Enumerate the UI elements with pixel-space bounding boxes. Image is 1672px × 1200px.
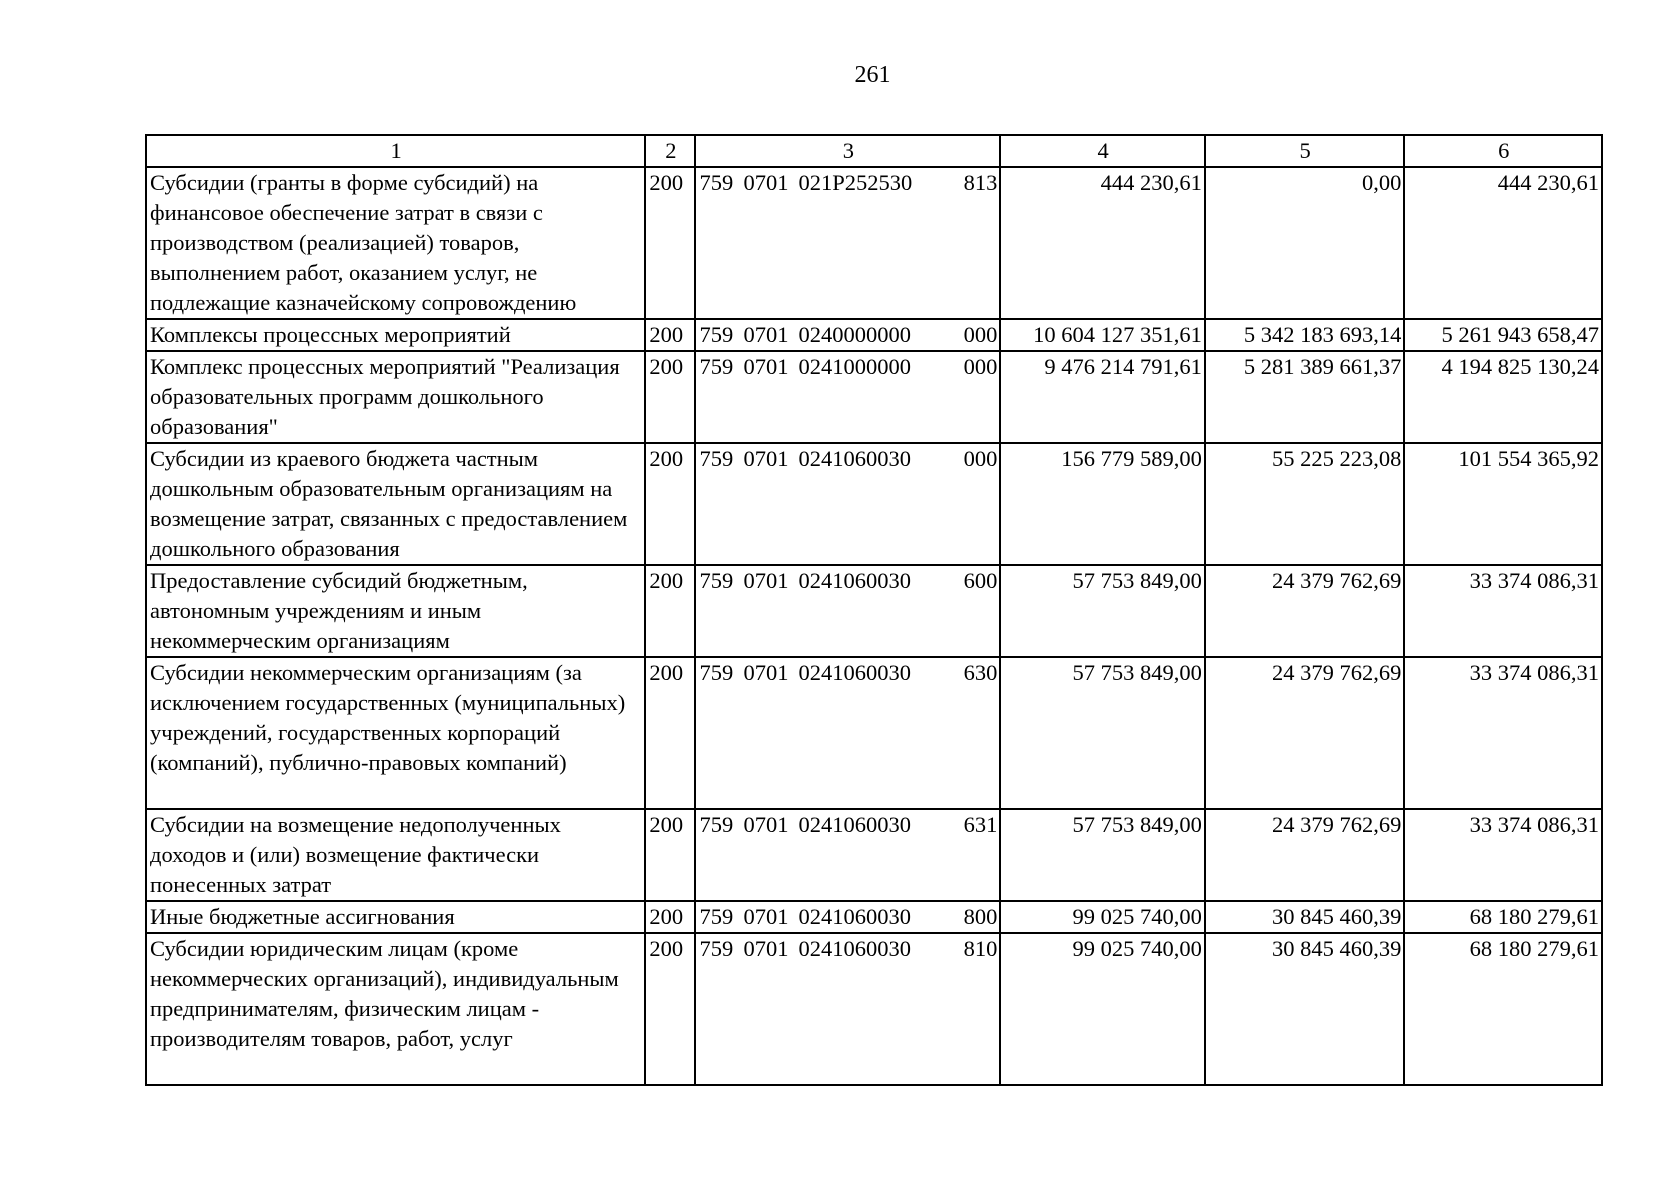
table-row (146, 351, 1602, 443)
row-value-6: 444 230,61 (1404, 167, 1602, 319)
code-admin: 759 (699, 904, 734, 929)
code-admin: 759 (699, 568, 734, 593)
code-section: 0701 (743, 170, 789, 195)
column-header: 5 (1205, 135, 1405, 167)
table-row (146, 565, 1602, 657)
row-col2: 200 (645, 443, 695, 565)
table-row (146, 443, 1602, 565)
row-value-6: 101 554 365,92 (1404, 443, 1602, 565)
code-admin: 759 (699, 322, 734, 347)
page-number: 261 (854, 62, 891, 88)
code-type: 813 (963, 170, 998, 195)
code-section: 0701 (743, 446, 789, 471)
row-col2: 200 (645, 809, 695, 901)
row-value-5: 5 342 183 693,14 (1205, 319, 1405, 351)
row-code (695, 319, 1000, 351)
code-section: 0701 (743, 568, 789, 593)
row-value-4: 156 779 589,00 (1000, 443, 1205, 565)
code-section: 0701 (743, 904, 789, 929)
code-admin: 759 (699, 660, 734, 685)
row-value-4: 57 753 849,00 (1000, 565, 1205, 657)
row-col2: 200 (645, 933, 695, 1085)
row-code (695, 351, 1000, 443)
row-name: Комплексы процессных мероприятий (146, 319, 645, 351)
row-name: Субсидии (гранты в форме субсидий) на финансовое обеспечение затрат в связи с производством (реализацией) товаров, выполнением работ, оказанием услуг, не подлежащие казначейскому сопровождению (146, 167, 645, 319)
row-value-5: 5 281 389 661,37 (1205, 351, 1405, 443)
budget-table (145, 134, 1603, 1086)
code-article: 0241060030 (798, 812, 911, 837)
code-admin: 759 (699, 446, 734, 471)
code-type: 630 (963, 660, 998, 685)
row-value-4: 57 753 849,00 (1000, 657, 1205, 809)
code-article: 0241000000 (798, 354, 911, 379)
code-section: 0701 (743, 322, 789, 347)
code-type: 631 (963, 812, 998, 837)
code-admin: 759 (699, 170, 734, 195)
header-row (146, 135, 1602, 167)
row-value-4: 99 025 740,00 (1000, 901, 1205, 933)
row-code (695, 901, 1000, 933)
code-section: 0701 (743, 660, 789, 685)
code-type: 000 (963, 354, 998, 379)
row-value-4: 57 753 849,00 (1000, 809, 1205, 901)
column-header: 3 (695, 135, 1000, 167)
row-name: Субсидии некоммерческим организациям (за исключением государственных (муниципальных) учреждений, государственных корпораций (компаний), публично-правовых компаний) (146, 657, 645, 809)
row-col2: 200 (645, 167, 695, 319)
row-value-6: 68 180 279,61 (1404, 901, 1602, 933)
code-type: 000 (963, 322, 998, 347)
code-section: 0701 (743, 812, 789, 837)
row-name: Субсидии на возмещение недополученных доходов и (или) возмещение фактически понесенных затрат (146, 809, 645, 901)
code-article: 0241060030 (798, 904, 911, 929)
table-row (146, 901, 1602, 933)
row-value-5: 30 845 460,39 (1205, 933, 1405, 1085)
row-value-5: 24 379 762,69 (1205, 809, 1405, 901)
row-value-5: 30 845 460,39 (1205, 901, 1405, 933)
column-header: 6 (1404, 135, 1602, 167)
row-code (695, 809, 1000, 901)
row-value-6: 33 374 086,31 (1404, 657, 1602, 809)
column-header: 4 (1000, 135, 1205, 167)
table-row (146, 809, 1602, 901)
row-col2: 200 (645, 657, 695, 809)
code-section: 0701 (743, 354, 789, 379)
code-article: 0241060030 (798, 936, 911, 961)
row-value-5: 0,00 (1205, 167, 1405, 319)
table-row (146, 933, 1602, 1085)
code-type: 800 (963, 904, 998, 929)
row-col2: 200 (645, 565, 695, 657)
code-admin: 759 (699, 936, 734, 961)
row-name: Предоставление субсидий бюджетным, автономным учреждениям и иным некоммерческим организациям (146, 565, 645, 657)
table-row (146, 657, 1602, 809)
row-col2: 200 (645, 351, 695, 443)
row-value-6: 33 374 086,31 (1404, 565, 1602, 657)
row-code (695, 657, 1000, 809)
row-name: Субсидии юридическим лицам (кроме некоммерческих организаций), индивидуальным предпринимателям, физическим лицам - производителям товаров, работ, услуг (146, 933, 645, 1085)
column-header: 1 (146, 135, 645, 167)
code-type: 810 (963, 936, 998, 961)
table-row (146, 319, 1602, 351)
row-col2: 200 (645, 901, 695, 933)
code-article: 0240000000 (798, 322, 911, 347)
row-name: Субсидии из краевого бюджета частным дошкольным образовательным организациям на возмещение затрат, связанных с предоставлением дошкольного образования (146, 443, 645, 565)
row-name: Комплекс процессных мероприятий "Реализация образовательных программ дошкольного образования" (146, 351, 645, 443)
row-code (695, 933, 1000, 1085)
row-value-5: 24 379 762,69 (1205, 565, 1405, 657)
code-article: 021P252530 (798, 170, 913, 195)
code-admin: 759 (699, 354, 734, 379)
row-value-5: 55 225 223,08 (1205, 443, 1405, 565)
table-row (146, 167, 1602, 319)
row-value-6: 68 180 279,61 (1404, 933, 1602, 1085)
row-value-6: 5 261 943 658,47 (1404, 319, 1602, 351)
row-value-4: 10 604 127 351,61 (1000, 319, 1205, 351)
row-value-6: 4 194 825 130,24 (1404, 351, 1602, 443)
code-type: 000 (963, 446, 998, 471)
row-name: Иные бюджетные ассигнования (146, 901, 645, 933)
row-value-4: 99 025 740,00 (1000, 933, 1205, 1085)
row-code (695, 565, 1000, 657)
row-code (695, 443, 1000, 565)
row-value-4: 444 230,61 (1000, 167, 1205, 319)
code-article: 0241060030 (798, 660, 911, 685)
code-type: 600 (963, 568, 998, 593)
row-col2: 200 (645, 319, 695, 351)
row-value-5: 24 379 762,69 (1205, 657, 1405, 809)
code-admin: 759 (699, 812, 734, 837)
column-header: 2 (645, 135, 695, 167)
row-value-6: 33 374 086,31 (1404, 809, 1602, 901)
row-value-4: 9 476 214 791,61 (1000, 351, 1205, 443)
code-article: 0241060030 (798, 446, 911, 471)
code-section: 0701 (743, 936, 789, 961)
code-article: 0241060030 (798, 568, 911, 593)
row-code (695, 167, 1000, 319)
